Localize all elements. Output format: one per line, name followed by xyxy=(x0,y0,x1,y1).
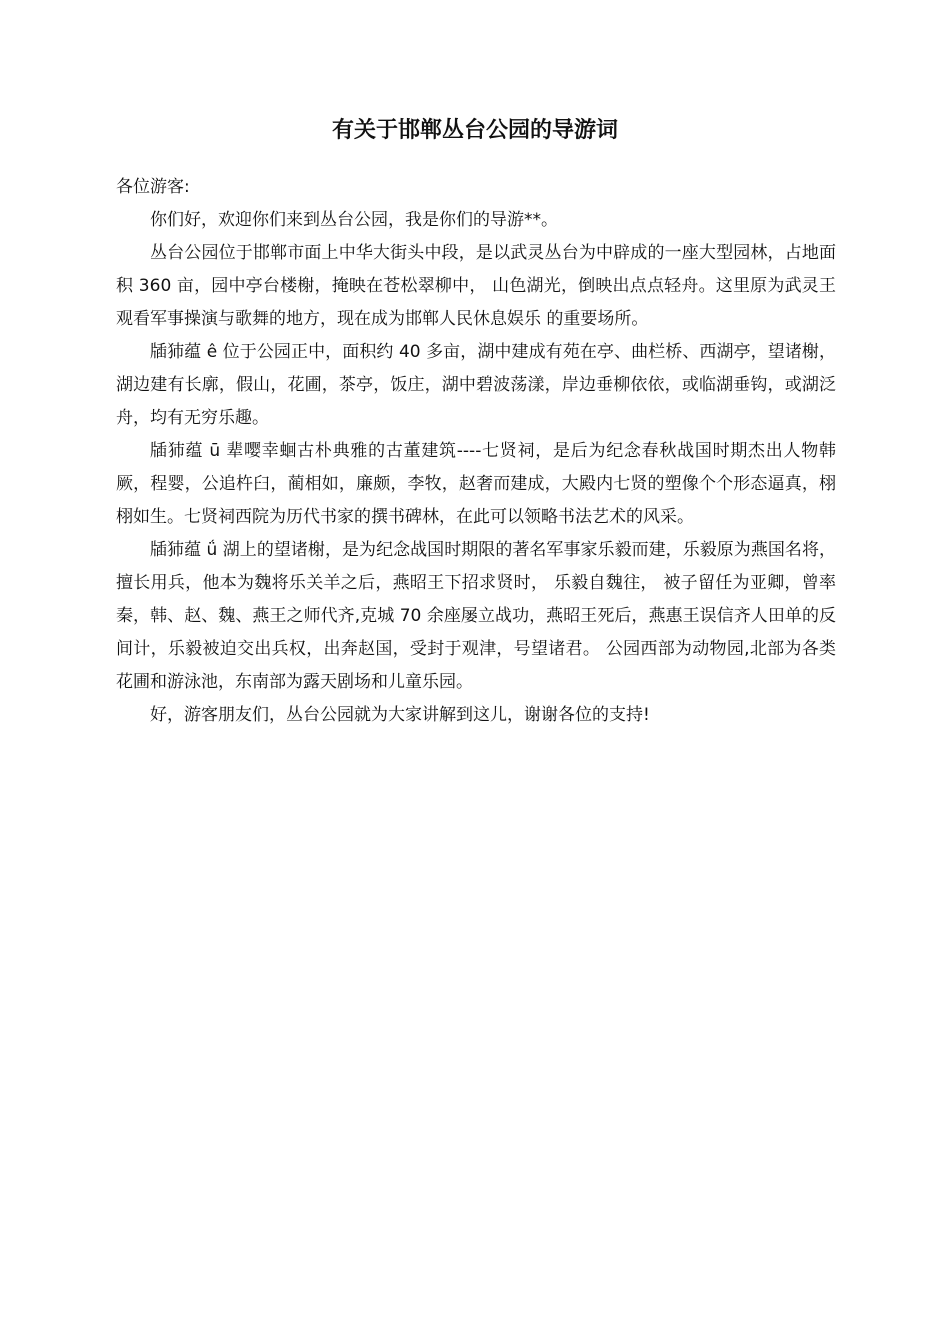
body-paragraph: 丛台公园位于邯郸市面上中华大街头中段，是以武灵丛台为中辟成的一座大型园林，占地面积 360 亩，园中亭台楼榭，掩映在苍松翠柳中， 山色湖光，倒映出点点轻舟。这里原为武灵王观看军事操演与歌舞的地方，现在成为邯郸人民休息娱乐 的重要场所。 xyxy=(116,243,836,329)
body-paragraph: 牐犻蕴 ǘ 湖上的望诸榭，是为纪念战国时期限的著名军事家乐毅而建，乐毅原为燕国名将，擅长用兵，他本为魏将乐关羊之后，燕昭王下招求贤时， 乐毅自魏往， 被子留任为亚卿，曾率秦，韩、赵、魏、燕王之师代齐,克城 70 余座屡立战功，燕昭王死后，燕惠王误信齐人田单的反间计，乐毅被迫交出兵权，出奔赵国，受封于观津，号望诸君。 公园西部为动物园,北部为各类花圃和游泳池，东南部为露天剧场和儿童乐园。 xyxy=(116,540,836,692)
body-paragraph: 你们好，欢迎你们来到丛台公园，我是你们的导游**。 xyxy=(150,210,558,230)
body-paragraph: 牐犻蕴 ū 辈嘤幸蛔古朴典雅的古董建筑----七贤祠，是后为纪念春秋战国时期杰出人物韩厥，程婴，公追杵臼，蔺相如，廉颇，李牧，赵奢而建成，大殿内七贤的塑像个个形态逼真，栩栩如生。七贤祠西院为历代书家的撰书碑林，在此可以领略书法艺术的风采。 xyxy=(116,441,836,527)
body-paragraph: 牐犻蕴 ê 位于公园正中，面积约 40 多亩，湖中建成有苑在亭、曲栏桥、西湖亭，望诸榭，湖边建有长廓，假山，花圃，茶亭，饭庄，湖中碧波荡漾，岸边垂柳依依，或临湖垂钩，或湖泛舟，均有无穷乐趣。 xyxy=(116,342,836,428)
document-title: 有关于邯郸丛台公园的导游词 xyxy=(331,118,618,143)
greeting-paragraph: 各位游客: xyxy=(116,177,190,197)
closing-paragraph: 好，游客朋友们，丛台公园就为大家讲解到这儿，谢谢各位的支持! xyxy=(150,705,650,725)
document-body xyxy=(116,171,836,732)
